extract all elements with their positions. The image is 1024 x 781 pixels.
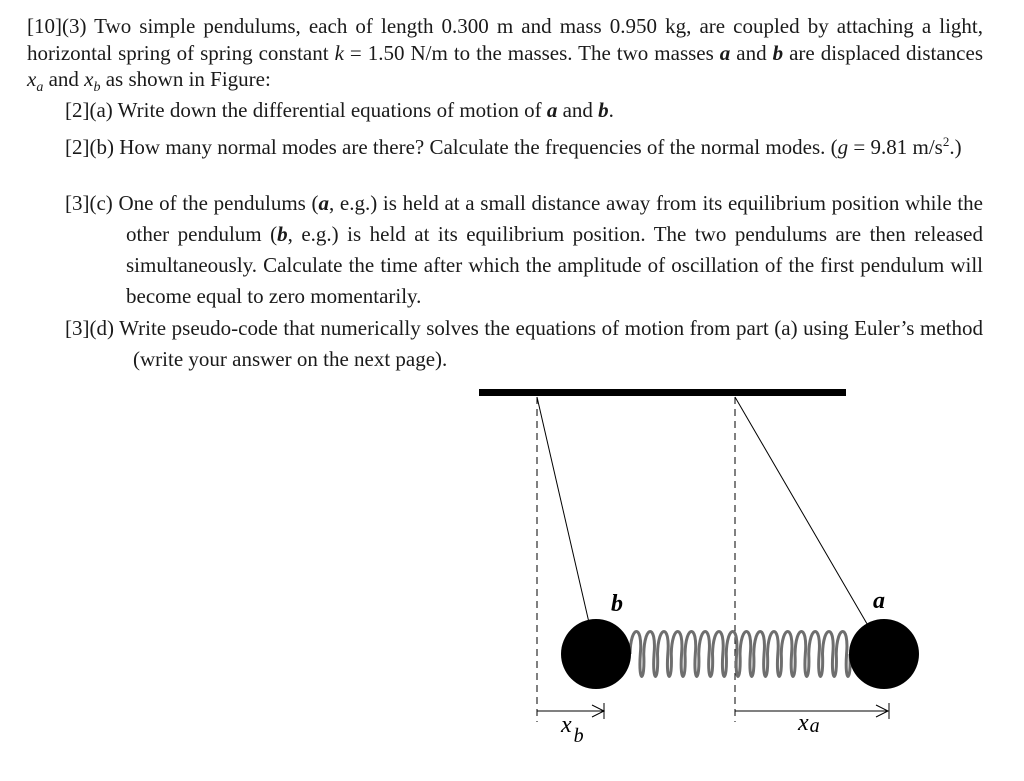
- mass-b: [561, 619, 631, 689]
- spring-coil: [630, 632, 850, 677]
- problem-number: [10](3): [27, 14, 87, 38]
- part-d-marker: [3](d): [65, 316, 114, 340]
- x-a-label: xa: [798, 710, 820, 737]
- part-b: [2](b) How many normal modes are there? Calculate the frequencies of the normal modes. (g = 9.81 $m/s^2$.): [65, 134, 962, 159]
- part-a: [2](a) Write down the differential equations of motion of a and b.: [65, 98, 614, 122]
- part-c-marker: [3](c): [65, 191, 113, 215]
- problem-statement: [10](3) Two simple pendulums, each of length 0.300 m and mass 0.950 kg, are coupled by attaching a light, horizontal spring of spring constant k = 1.50 N/m to the masses. The two masses a and b are displaced distances $x_a$ and $x_b$ as shown in Figure:: [27, 14, 983, 96]
- part-a-marker: [2](a): [65, 98, 113, 122]
- part-c: [3](c) One of the pendulums (a, e.g.) is held at a small distance away from its equilibrium position while the other pendulum (b, e.g.) is held at its equilibrium position. The two pendulums are then released simultaneously. Calculate the time after which the amplitude of oscillation of the first pendulum will become equal to zero momentarily.: [65, 191, 984, 308]
- ceiling-bar: [479, 389, 846, 396]
- part-d: [3](d) Write pseudo-code that numerically solves the equations of motion from part (a) using Euler’s method (write your answer on the next page).: [65, 316, 983, 371]
- spring: [630, 632, 850, 677]
- mass-b-label: b: [611, 591, 623, 617]
- pendulum-string-b: [537, 397, 596, 653]
- mass-a: [849, 619, 919, 689]
- x-b-label: x $_b$: [561, 712, 584, 747]
- pendulum-string-a: [735, 397, 884, 653]
- part-b-marker: [2](b): [65, 135, 114, 159]
- mass-a-label: a: [873, 588, 885, 614]
